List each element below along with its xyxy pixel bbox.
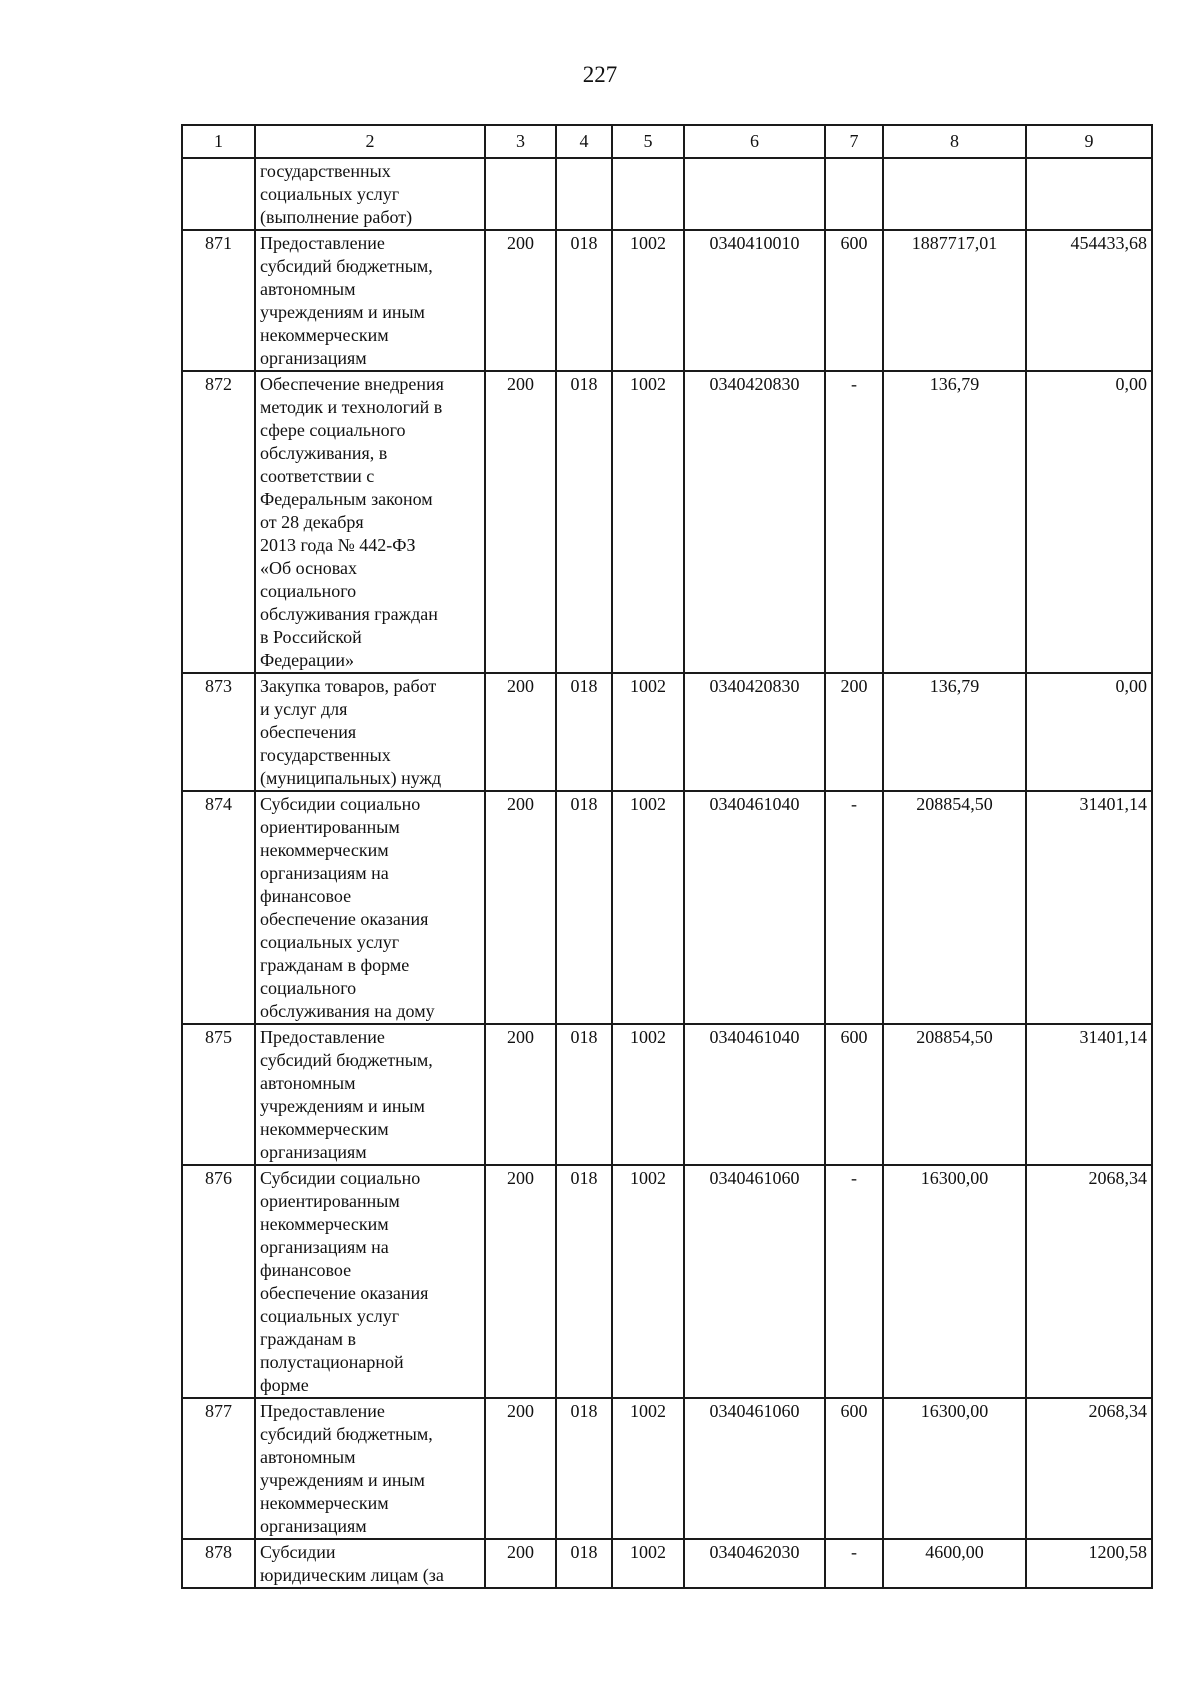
description-line: учреждениям и иным [260,302,425,322]
row-number: 874 [182,791,255,1024]
description-line: государственных [260,745,391,765]
ministry-code: 018 [556,1024,612,1165]
section-code: 1002 [612,1539,684,1588]
description-line: Закупка товаров, работ [260,676,437,696]
budget-admin-code: 200 [485,673,556,791]
column-header-5: 5 [612,125,684,158]
row-description [255,673,485,791]
expense-type-code: 200 [825,673,883,791]
description-line: (выполнение работ) [260,207,413,227]
table-row [182,371,1152,673]
description-line: Субсидии [260,1542,336,1562]
description-line: субсидий бюджетным, [260,1050,433,1070]
description-line: социальных услуг [260,1306,400,1326]
expense-type-code: - [825,1539,883,1588]
table-row [182,1165,1152,1398]
target-article-code: 0340461040 [684,791,825,1024]
target-article-code: 0340462030 [684,1539,825,1588]
row-number: 872 [182,371,255,673]
amount-executed: 0,00 [1026,673,1152,791]
description-line: субсидий бюджетным, [260,256,433,276]
expense-type-code: - [825,791,883,1024]
description-line: Предоставление [260,233,385,253]
budget-admin-code: 200 [485,1165,556,1398]
description-line: гражданам в [260,1329,356,1349]
amount-executed: 2068,34 [1026,1165,1152,1398]
expense-type-code: 600 [825,230,883,371]
description-line: государственных [260,161,391,181]
description-line: 2013 года № 442-ФЗ [260,535,416,555]
description-line: обеспечения [260,722,357,742]
column-header-3: 3 [485,125,556,158]
column-header-4: 4 [556,125,612,158]
row-description [255,791,485,1024]
row-description [255,371,485,673]
description-line: ориентированным [260,1191,400,1211]
description-line: (муниципальных) нужд [260,768,442,788]
amount-approved: 136,79 [883,673,1026,791]
ministry-code: 018 [556,673,612,791]
description-line: автономным [260,279,356,299]
expense-type-code: - [825,371,883,673]
description-line: социального [260,978,357,998]
description-line: организациям [260,1142,367,1162]
description-line: от 28 декабря [260,512,364,532]
amount-executed [1026,158,1152,230]
ministry-code: 018 [556,230,612,371]
description-line: социальных услуг [260,932,400,952]
target-article-code: 0340410010 [684,230,825,371]
section-code: 1002 [612,371,684,673]
amount-executed: 2068,34 [1026,1398,1152,1539]
row-description [255,158,485,230]
row-description [255,1024,485,1165]
budget-admin-code: 200 [485,230,556,371]
description-line: Обеспечение внедрения [260,374,444,394]
row-number: 877 [182,1398,255,1539]
column-header-2: 2 [255,125,485,158]
row-number: 871 [182,230,255,371]
target-article-code: 0340420830 [684,371,825,673]
budget-admin-code: 200 [485,1539,556,1588]
row-description [255,1539,485,1588]
amount-executed: 31401,14 [1026,1024,1152,1165]
row-description [255,230,485,371]
expense-type-code: 600 [825,1024,883,1165]
expense-type-code [825,158,883,230]
budget-table [181,124,1153,1589]
description-line: некоммерческим [260,1493,389,1513]
amount-approved: 208854,50 [883,791,1026,1024]
description-line: некоммерческим [260,1119,389,1139]
amount-executed: 0,00 [1026,371,1152,673]
budget-admin-code [485,158,556,230]
row-number: 875 [182,1024,255,1165]
description-line: некоммерческим [260,1214,389,1234]
section-code: 1002 [612,791,684,1024]
amount-approved: 16300,00 [883,1398,1026,1539]
expense-type-code: 600 [825,1398,883,1539]
table-row [182,791,1152,1024]
target-article-code: 0340420830 [684,673,825,791]
description-line: учреждениям и иным [260,1096,425,1116]
budget-admin-code: 200 [485,1398,556,1539]
amount-approved: 16300,00 [883,1165,1026,1398]
amount-approved: 4600,00 [883,1539,1026,1588]
description-line: финансовое [260,1260,352,1280]
table-header-row [182,125,1152,158]
description-line: юридическим лицам (за [260,1565,444,1585]
amount-approved: 1887717,01 [883,230,1026,371]
column-header-6: 6 [684,125,825,158]
description-line: организациям [260,348,367,368]
description-line: финансовое [260,886,352,906]
section-code: 1002 [612,1024,684,1165]
amount-executed: 31401,14 [1026,791,1152,1024]
page-number: 227 [582,62,618,87]
description-line: ориентированным [260,817,400,837]
target-article-code: 0340461060 [684,1165,825,1398]
description-line: в Российской [260,627,362,647]
description-line: автономным [260,1073,356,1093]
table-row [182,673,1152,791]
section-code: 1002 [612,230,684,371]
section-code: 1002 [612,673,684,791]
target-article-code: 0340461040 [684,1024,825,1165]
table-row [182,1539,1152,1588]
description-line: Субсидии социально [260,794,421,814]
description-line: организациям на [260,863,389,883]
amount-executed: 454433,68 [1026,230,1152,371]
table-row [182,158,1152,230]
description-line: некоммерческим [260,325,389,345]
expense-type-code: - [825,1165,883,1398]
ministry-code: 018 [556,791,612,1024]
amount-approved: 208854,50 [883,1024,1026,1165]
description-line: обеспечение оказания [260,1283,429,1303]
column-header-1: 1 [182,125,255,158]
section-code: 1002 [612,1165,684,1398]
row-description [255,1165,485,1398]
description-line: учреждениям и иным [260,1470,425,1490]
table-row [182,230,1152,371]
description-line: форме [260,1375,309,1395]
description-line: Федерации» [260,650,355,670]
ministry-code: 018 [556,371,612,673]
target-article-code [684,158,825,230]
description-line: методик и технологий в [260,397,443,417]
description-line: Предоставление [260,1027,385,1047]
amount-approved [883,158,1026,230]
description-line: обслуживания на дому [260,1001,435,1021]
description-line: обслуживания, в [260,443,388,463]
description-line: сфере социального [260,420,406,440]
row-number: 876 [182,1165,255,1398]
row-number [182,158,255,230]
description-line: гражданам в форме [260,955,410,975]
description-line: полустационарной [260,1352,404,1372]
ministry-code: 018 [556,1165,612,1398]
description-line: Федеральным законом [260,489,433,509]
description-line: обслуживания граждан [260,604,438,624]
section-code [612,158,684,230]
description-line: социального [260,581,357,601]
description-line: организациям [260,1516,367,1536]
table-row [182,1398,1152,1539]
table-body [182,158,1152,1588]
description-line: некоммерческим [260,840,389,860]
ministry-code [556,158,612,230]
amount-executed: 1200,58 [1026,1539,1152,1588]
description-line: автономным [260,1447,356,1467]
row-number: 873 [182,673,255,791]
column-header-9: 9 [1026,125,1152,158]
description-line: социальных услуг [260,184,400,204]
description-line: организациям на [260,1237,389,1257]
amount-approved: 136,79 [883,371,1026,673]
description-line: Субсидии социально [260,1168,421,1188]
row-number: 878 [182,1539,255,1588]
description-line: субсидий бюджетным, [260,1424,433,1444]
column-header-7: 7 [825,125,883,158]
ministry-code: 018 [556,1539,612,1588]
budget-admin-code: 200 [485,791,556,1024]
row-description [255,1398,485,1539]
description-line: Предоставление [260,1401,385,1421]
ministry-code: 018 [556,1398,612,1539]
description-line: «Об основах [260,558,357,578]
description-line: соответствии с [260,466,375,486]
section-code: 1002 [612,1398,684,1539]
budget-admin-code: 200 [485,371,556,673]
budget-admin-code: 200 [485,1024,556,1165]
target-article-code: 0340461060 [684,1398,825,1539]
column-header-8: 8 [883,125,1026,158]
table-row [182,1024,1152,1165]
description-line: и услуг для [260,699,348,719]
description-line: обеспечение оказания [260,909,429,929]
